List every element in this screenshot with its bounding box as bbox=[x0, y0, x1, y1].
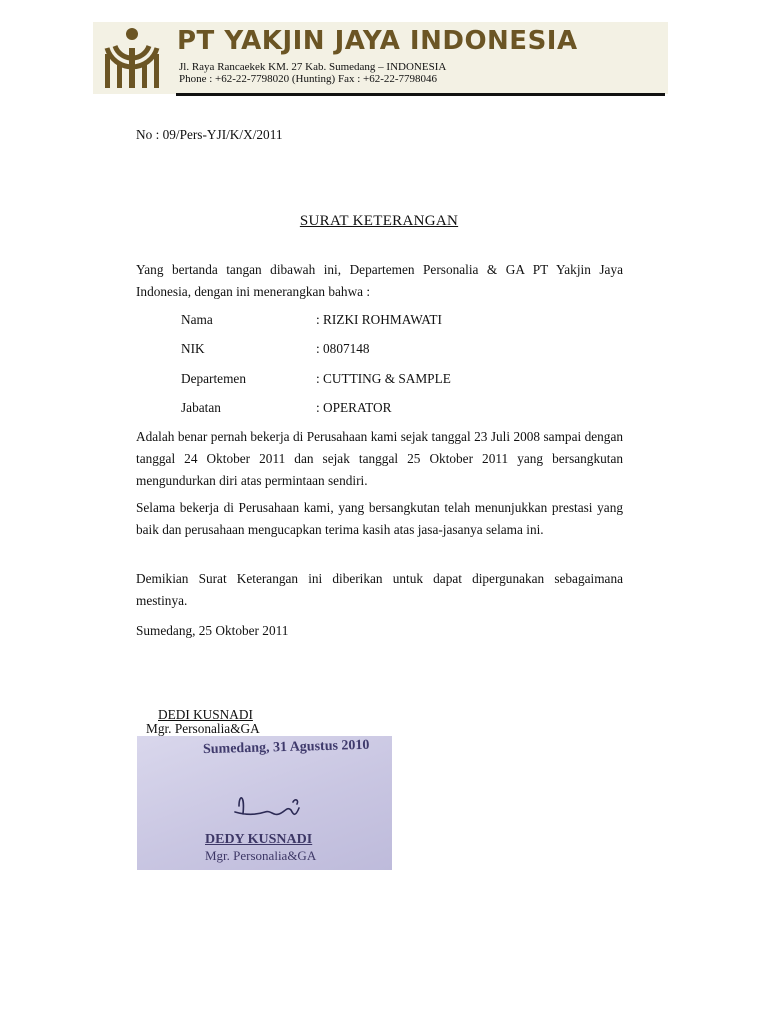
handwritten-signature-icon bbox=[229, 792, 319, 822]
employment-paragraph: Adalah benar pernah bekerja di Perusahaan kami sejak tanggal 23 Juli 2008 sampai dengan tanggal 24 Oktober 2011 dan sejak tanggal 25 Oktober 2011 yang bersangkutan mengundurkan diri atas permintaan sendiri. bbox=[136, 429, 623, 488]
stamp-date: Sumedang, 31 Agustus 2010 bbox=[202, 737, 370, 758]
stamp-name: DEDY KUSNADI bbox=[205, 832, 313, 847]
header-divider bbox=[176, 93, 665, 96]
signatory-name: DEDI KUSNADI bbox=[158, 707, 253, 722]
closing-paragraph: Demikian Surat Keterangan ini diberikan untuk dapat dipergunakan sebagaimana mestinya. bbox=[136, 571, 623, 608]
field-value-position: : OPERATOR bbox=[316, 400, 392, 415]
intro-paragraph: Yang bertanda tangan dibawah ini, Departemen Personalia & GA PT Yakjin Jaya Indonesia, dengan ini menerangkan bahwa : bbox=[136, 262, 623, 299]
signature-stamp bbox=[137, 736, 392, 870]
field-value-nik: : 0807148 bbox=[316, 341, 370, 356]
letter-title: SURAT KETERANGAN bbox=[299, 213, 459, 229]
stamp-title: Mgr. Personalia&GA bbox=[205, 848, 317, 863]
company-contact: Phone : +62-22-7798020 (Hunting) Fax : +62-22-7798046 bbox=[179, 73, 438, 85]
field-label-nik: NIK bbox=[181, 341, 205, 356]
field-label-position: Jabatan bbox=[181, 400, 221, 415]
company-logo-icon bbox=[97, 24, 167, 92]
letter-number: No : 09/Pers-YJI/K/X/2011 bbox=[136, 127, 283, 142]
field-value-name: : RIZKI ROHMAWATI bbox=[316, 312, 442, 327]
signatory-title: Mgr. Personalia&GA bbox=[146, 721, 260, 736]
company-address: Jl. Raya Rancaekek KM. 27 Kab. Sumedang – INDONESIA bbox=[179, 61, 447, 73]
thanks-paragraph: Selama bekerja di Perusahaan kami, yang bersangkutan telah menunjukkan prestasi yang baik dan perusahaan mengucapkan terima kasih atas jasa-jasanya selama ini. bbox=[136, 500, 623, 537]
field-value-department: : CUTTING & SAMPLE bbox=[316, 371, 451, 386]
field-label-department: Departemen bbox=[181, 371, 246, 386]
company-name: PT YAKJIN JAYA INDONESIA bbox=[177, 26, 578, 56]
letterhead bbox=[93, 22, 668, 94]
place-date: Sumedang, 25 Oktober 2011 bbox=[136, 623, 289, 638]
field-label-name: Nama bbox=[181, 312, 213, 327]
